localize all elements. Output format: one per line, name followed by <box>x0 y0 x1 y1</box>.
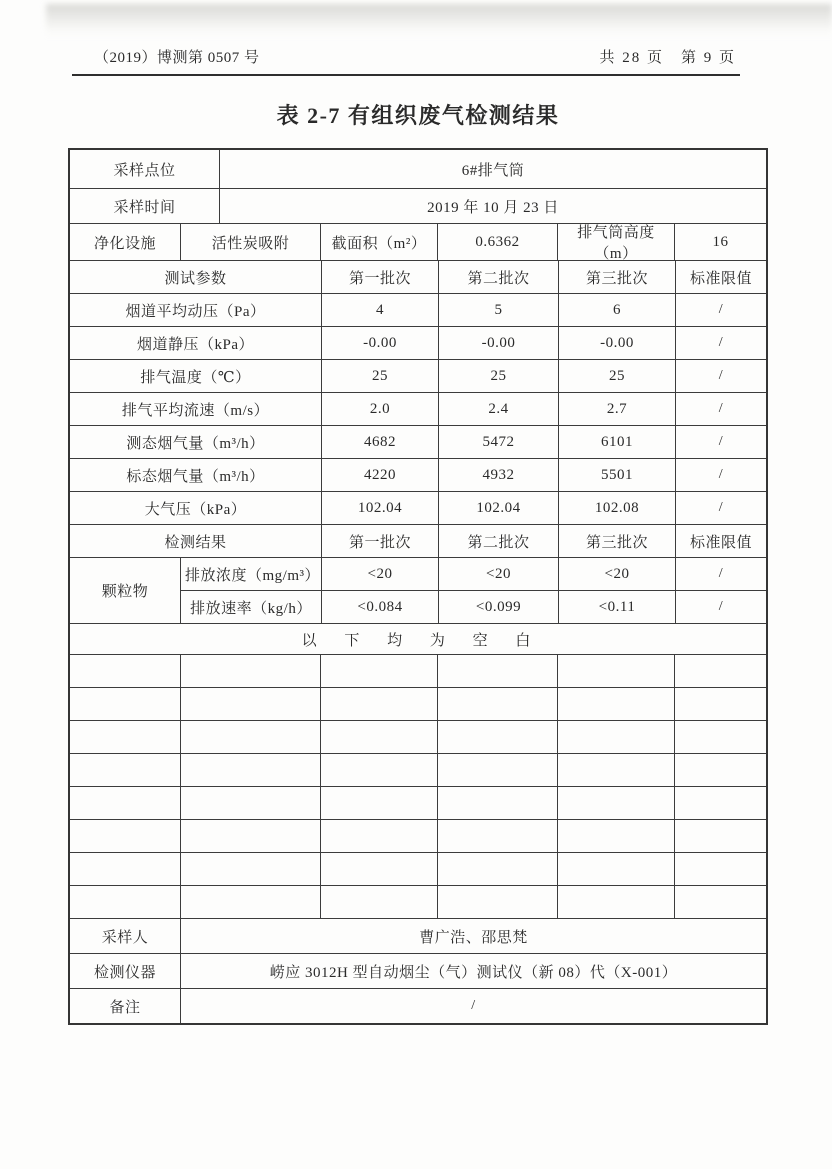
page-count: 共 28 页 第 9 页 <box>599 50 736 66</box>
param-v1: 2.0 <box>321 393 438 425</box>
row-purification <box>70 223 766 260</box>
empty-cell <box>180 820 320 852</box>
param-v1: -0.00 <box>321 327 438 359</box>
param-label: 排气平均流速（m/s） <box>121 402 270 419</box>
empty-cell <box>320 754 437 786</box>
empty-row <box>70 753 766 786</box>
empty-cell <box>557 688 674 720</box>
empty-row <box>70 819 766 852</box>
sampling-point-value: 6#排气筒 <box>219 150 766 188</box>
empty-row <box>70 786 766 819</box>
empty-cell <box>320 721 437 753</box>
param-limit: / <box>675 393 766 425</box>
empty-cell <box>674 721 766 753</box>
empty-cell <box>320 655 437 687</box>
empty-cell <box>437 754 557 786</box>
rate-limit: / <box>675 591 766 623</box>
params-header-label: 测试参数 <box>164 270 227 287</box>
sampling-time-value: 2019 年 10 月 23 日 <box>219 189 766 223</box>
param-v3: 2.7 <box>558 393 675 425</box>
empty-rows <box>70 654 766 918</box>
empty-cell <box>320 787 437 819</box>
concentration-v3: <20 <box>558 558 675 590</box>
param-label: 烟道平均动压（Pa） <box>125 303 266 320</box>
empty-cell <box>180 853 320 885</box>
concentration-limit: / <box>675 558 766 590</box>
param-label: 烟道静压（kPa） <box>136 336 254 353</box>
empty-row <box>70 885 766 918</box>
batch2-header: 第二批次 <box>438 261 558 293</box>
results-table <box>68 148 768 1025</box>
row-blank-note <box>70 623 766 654</box>
table-row-concentration <box>181 558 766 590</box>
param-limit: / <box>675 426 766 458</box>
empty-cell <box>557 853 674 885</box>
param-label: 测态烟气量（m³/h） <box>126 435 265 452</box>
param-v3: 5501 <box>558 459 675 491</box>
remarks-label: 备注 <box>109 999 141 1016</box>
stack-height-value: 16 <box>674 224 766 260</box>
empty-cell <box>70 886 180 918</box>
stack-height-label: 排气筒高度（m） <box>557 224 674 260</box>
rate-v2: <0.099 <box>438 591 558 623</box>
sampling-time-label: 采样时间 <box>113 199 176 216</box>
param-limit: / <box>675 327 766 359</box>
remarks-value: / <box>180 989 766 1023</box>
row-sampling-point <box>70 150 766 188</box>
table-row-rate <box>181 590 766 623</box>
empty-cell <box>674 787 766 819</box>
empty-cell <box>674 853 766 885</box>
empty-cell <box>180 655 320 687</box>
empty-cell <box>70 655 180 687</box>
concentration-v1: <20 <box>321 558 438 590</box>
param-label: 标态烟气量（m³/h） <box>126 468 265 485</box>
empty-cell <box>180 688 320 720</box>
empty-row <box>70 687 766 720</box>
purification-method: 活性炭吸附 <box>180 224 320 260</box>
empty-cell <box>557 820 674 852</box>
pollutant-subrows <box>180 558 766 623</box>
param-v2: 5 <box>438 294 558 326</box>
param-limit: / <box>675 360 766 392</box>
limit-header: 标准限值 <box>675 525 766 557</box>
table-row-param <box>70 326 766 359</box>
param-limit: / <box>675 459 766 491</box>
concentration-label: 排放浓度（mg/m³） <box>185 567 321 584</box>
empty-row <box>70 654 766 687</box>
table-row-param <box>70 392 766 425</box>
table-row-param <box>70 359 766 392</box>
param-v3: -0.00 <box>558 327 675 359</box>
param-v1: 102.04 <box>321 492 438 524</box>
row-sampling-time <box>70 188 766 223</box>
param-v3: 6 <box>558 294 675 326</box>
scan-shadow-artifact <box>46 4 832 38</box>
empty-cell <box>674 688 766 720</box>
empty-cell <box>437 886 557 918</box>
empty-cell <box>70 721 180 753</box>
sampler-label: 采样人 <box>101 929 149 946</box>
empty-cell <box>70 688 180 720</box>
empty-cell <box>437 820 557 852</box>
param-v3: 102.08 <box>558 492 675 524</box>
param-v1: 25 <box>321 360 438 392</box>
empty-cell <box>437 688 557 720</box>
empty-cell <box>70 853 180 885</box>
row-params-header <box>70 260 766 293</box>
empty-cell <box>437 853 557 885</box>
rate-v3: <0.11 <box>558 591 675 623</box>
empty-cell <box>557 655 674 687</box>
page-header <box>72 46 740 76</box>
table-row-param <box>70 293 766 326</box>
empty-cell <box>557 721 674 753</box>
results-header-label: 检测结果 <box>164 534 227 551</box>
row-remarks <box>70 988 766 1023</box>
empty-cell <box>437 721 557 753</box>
table-row-param <box>70 491 766 524</box>
param-v2: 5472 <box>438 426 558 458</box>
param-limit: / <box>675 294 766 326</box>
empty-cell <box>320 886 437 918</box>
empty-cell <box>180 787 320 819</box>
empty-cell <box>674 655 766 687</box>
param-v1: 4 <box>321 294 438 326</box>
row-instrument <box>70 953 766 988</box>
sampler-value: 曹广浩、邵思梵 <box>180 919 766 953</box>
empty-row <box>70 852 766 885</box>
empty-cell <box>70 787 180 819</box>
instrument-value: 崂应 3012H 型自动烟尘（气）测试仪（新 08）代（X-001） <box>180 954 766 988</box>
param-limit: / <box>675 492 766 524</box>
param-v1: 4220 <box>321 459 438 491</box>
limit-header: 标准限值 <box>675 261 766 293</box>
empty-cell <box>70 754 180 786</box>
param-v1: 4682 <box>321 426 438 458</box>
empty-cell <box>320 820 437 852</box>
cross-section-value: 0.6362 <box>437 224 557 260</box>
param-v3: 25 <box>558 360 675 392</box>
batch2-header: 第二批次 <box>438 525 558 557</box>
table-row-param <box>70 458 766 491</box>
concentration-v2: <20 <box>438 558 558 590</box>
empty-cell <box>437 655 557 687</box>
pollutant-block <box>70 557 766 623</box>
param-v3: 6101 <box>558 426 675 458</box>
param-label: 排气温度（℃） <box>140 369 251 386</box>
empty-cell <box>557 787 674 819</box>
empty-cell <box>320 853 437 885</box>
batch3-header: 第三批次 <box>558 261 675 293</box>
empty-cell <box>674 820 766 852</box>
instrument-label: 检测仪器 <box>93 964 156 981</box>
batch1-header: 第一批次 <box>321 525 438 557</box>
rate-v1: <0.084 <box>321 591 438 623</box>
empty-row <box>70 720 766 753</box>
empty-cell <box>320 688 437 720</box>
empty-cell <box>557 886 674 918</box>
table-row-param <box>70 425 766 458</box>
row-results-header <box>70 524 766 557</box>
table-title: 表 2-7 有组织废气检测结果 <box>276 103 560 128</box>
empty-cell <box>557 754 674 786</box>
param-v2: 4932 <box>438 459 558 491</box>
document-number: （2019）博测第 0507 号 <box>94 50 260 66</box>
purification-label: 净化设施 <box>93 235 156 252</box>
batch1-header: 第一批次 <box>321 261 438 293</box>
pollutant-name: 颗粒物 <box>101 584 149 600</box>
sampling-point-label: 采样点位 <box>113 162 176 179</box>
empty-cell <box>180 886 320 918</box>
empty-cell <box>180 721 320 753</box>
row-sampler <box>70 918 766 953</box>
empty-cell <box>437 787 557 819</box>
param-v2: 2.4 <box>438 393 558 425</box>
rate-label: 排放速率（kg/h） <box>190 600 312 617</box>
blank-note: 以 下 均 为 空 白 <box>301 632 543 649</box>
cross-section-label: 截面积（m²） <box>320 224 437 260</box>
param-v2: 102.04 <box>438 492 558 524</box>
param-label: 大气压（kPa） <box>144 501 247 518</box>
empty-cell <box>674 886 766 918</box>
param-v2: 25 <box>438 360 558 392</box>
batch3-header: 第三批次 <box>558 525 675 557</box>
empty-cell <box>674 754 766 786</box>
empty-cell <box>70 820 180 852</box>
param-v2: -0.00 <box>438 327 558 359</box>
empty-cell <box>180 754 320 786</box>
